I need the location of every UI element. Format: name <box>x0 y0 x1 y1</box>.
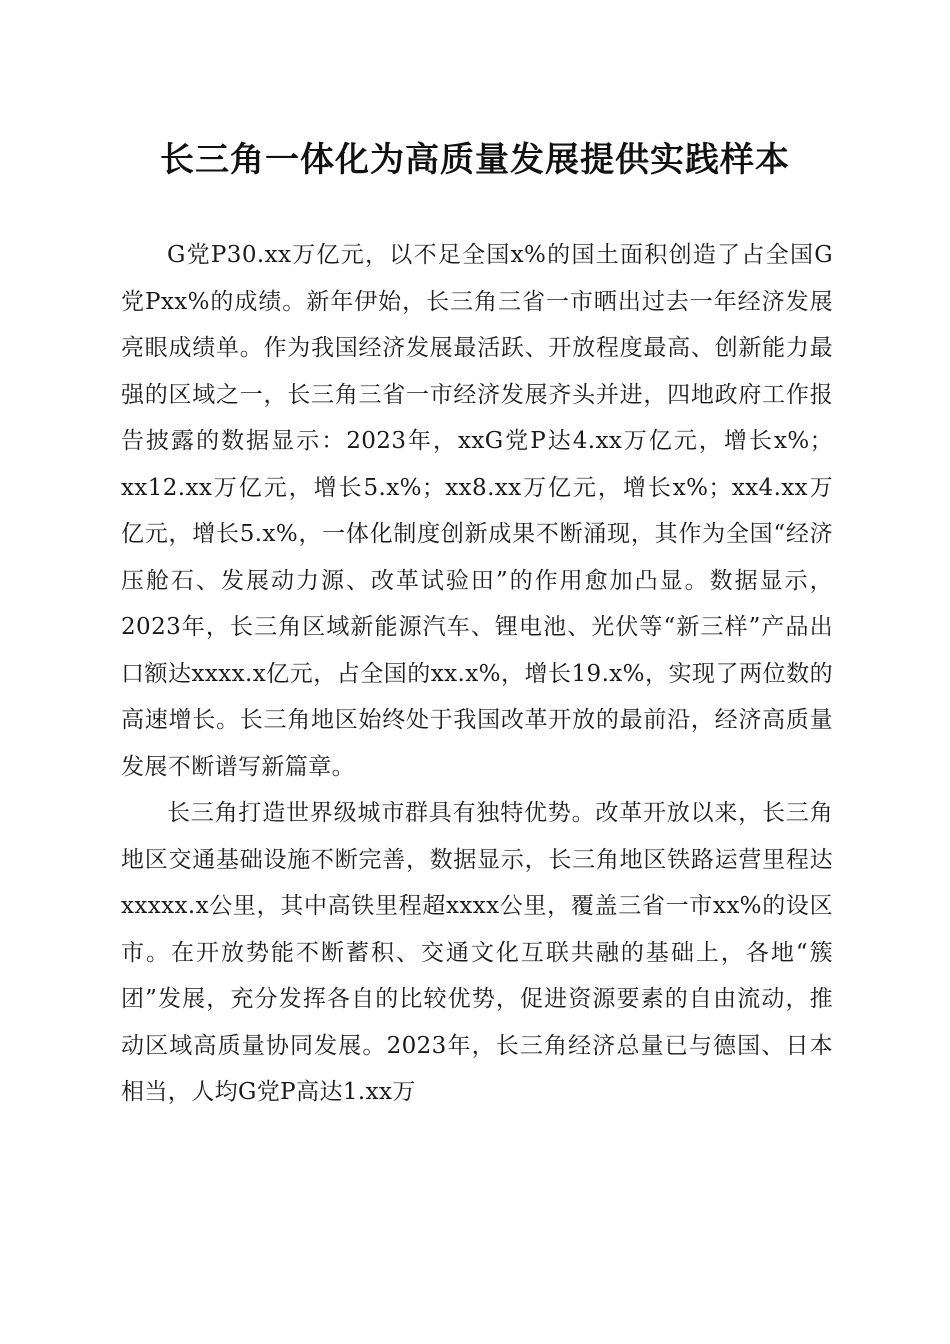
document-body <box>121 232 833 1116</box>
paragraph-1: G党P30.xx万亿元，以不足全国x%的国土面积创造了占全国G党Pxx%的成绩。新年伊始，长三角三省一市晒出过去一年经济发展亮眼成绩单。作为我国经济发展最活跃、开放程度最高、创新能力最强的区域之一，长三角三省一市经济发展齐头并进，四地政府工作报告披露的数据显示：2023年，xxG党P达4.xx万亿元，增长x%；xx12.xx万亿元，增长5.x%；xx8.xx万亿元，增长x%；xx4.xx万亿元，增长5.x%，一体化制度创新成果不断涌现，其作为全国“经济压舱石、发展动力源、改革试验田”的作用愈加凸显。数据显示，2023年，长三角区域新能源汽车、锂电池、光伏等“新三样”产品出口额达xxxx.x亿元，占全国的xx.x%，增长19.x%，实现了两位数的高速增长。长三角地区始终处于我国改革开放的最前沿，经济高质量发展不断谱写新篇章。 <box>121 242 833 780</box>
paragraph-2: 长三角打造世界级城市群具有独特优势。改革开放以来，长三角地区交通基础设施不断完善，数据显示，长三角地区铁路运营里程达xxxxx.x公里，其中高铁里程超xxxx公里，覆盖三省一市xx%的设区市。在开放势能不断蓄积、交通文化互联共融的基础上，各地“簇团”发展，充分发挥各自的比较优势，促进资源要素的自由流动，推动区域高质量协同发展。2023年，长三角经济总量已与德国、日本相当，人均G党P高达1.xx万 <box>121 800 833 1105</box>
document-title: 长三角一体化为高质量发展提供实践样本 <box>160 140 790 180</box>
